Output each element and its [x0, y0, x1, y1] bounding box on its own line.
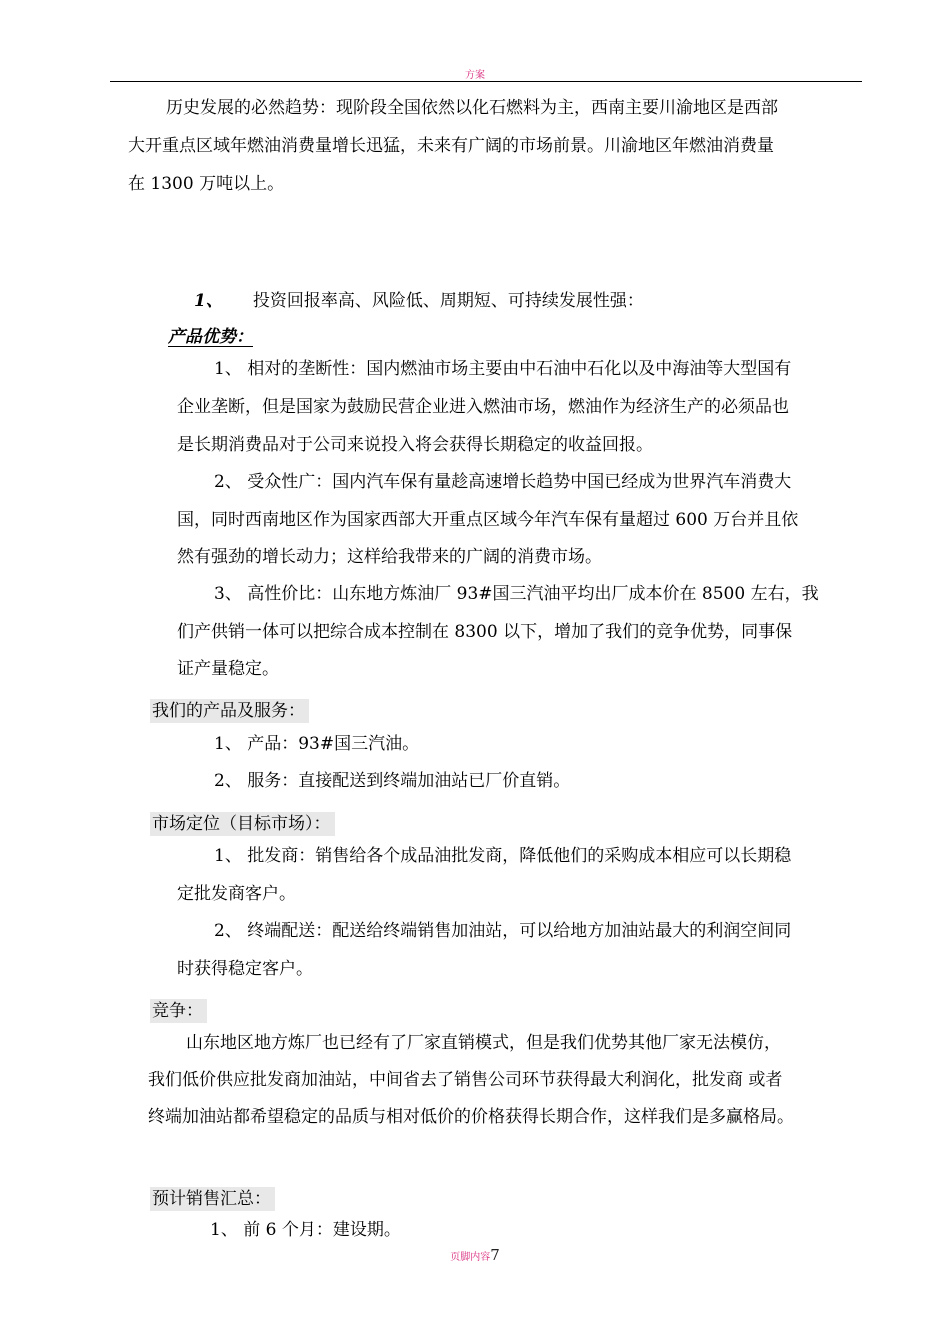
- list-item-line: 证产量稳定。: [177, 659, 279, 679]
- page-number: 7: [490, 1246, 500, 1264]
- list-item-line: 们产供销一体可以把综合成本控制在 8300 以下，增加了我们的竞争优势，同事保: [177, 622, 793, 642]
- list-item-line: 然有强劲的增长动力；这样给我带来的广阔的消费市场。: [177, 547, 602, 567]
- competition-line: 我们低价供应批发商加油站，中间省去了销售公司环节获得最大利润化，批发商 或者: [148, 1070, 783, 1090]
- market-title: 市场定位（目标市场）：: [150, 809, 335, 834]
- list-item-line: 企业垄断，但是国家为鼓励民营企业进入燃油市场，燃油作为经济生产的必须品也: [177, 397, 789, 417]
- list-item-line: 定批发商客户。: [177, 884, 296, 904]
- header-rule: [110, 81, 862, 82]
- section-text: 投资回报率高、风险低、周期短、可持续发展性强：: [252, 291, 644, 311]
- list-item-line: 2、 受众性广：国内汽车保有量趁高速增长趋势中国已经成为世界汽车消费大: [214, 472, 792, 492]
- footer-label: 页脚内容: [450, 1252, 491, 1263]
- page-footer: [0, 1246, 950, 1264]
- header-label: 方案: [465, 70, 485, 81]
- list-item-line: 国，同时西南地区作为国家西部大开重点区域今年汽车保有量超过 600 万台并且依: [177, 510, 799, 530]
- list-item-line: 1、 批发商：销售给各个成品油批发商，降低他们的采购成本相应可以长期稳: [214, 846, 792, 866]
- intro-line: 大开重点区域年燃油消费量增长迅猛，未来有广阔的市场前景。川渝地区年燃油消费量: [128, 136, 774, 156]
- competition-line: 山东地区地方炼厂也已经有了厂家直销模式，但是我们优势其他厂家无法模仿，: [186, 1033, 781, 1053]
- section-heading: [194, 286, 644, 311]
- list-item: 1、 产品：93#国三汽油。: [214, 734, 420, 754]
- section-number: 1、: [194, 291, 223, 311]
- list-item-line: 时获得稳定客户。: [177, 959, 313, 979]
- intro-line: 在 1300 万吨以上。: [128, 174, 285, 194]
- intro-line: 历史发展的必然趋势：现阶段全国依然以化石燃料为主，西南主要川渝地区是西部: [166, 98, 778, 118]
- list-item: 2、 服务：直接配送到终端加油站已厂价直销。: [214, 771, 571, 791]
- list-item-line: 2、 终端配送：配送给终端销售加油站，可以给地方加油站最大的利润空间同: [214, 921, 792, 941]
- products-services-title: 我们的产品及服务：: [150, 696, 309, 721]
- competition-title: 竞争：: [150, 996, 207, 1021]
- product-advantage-title: 产品优势：: [168, 327, 253, 347]
- competition-line: 终端加油站都希望稳定的品质与相对低价的价格获得长期合作，这样我们是多赢格局。: [148, 1107, 794, 1127]
- list-item-line: 3、 高性价比：山东地方炼油厂 93#国三汽油平均出厂成本价在 8500 左右，我: [214, 584, 819, 604]
- list-item-line: 1、 相对的垄断性：国内燃油市场主要由中石油中石化以及中海油等大型国有: [214, 359, 792, 379]
- sales-forecast-title: 预计销售汇总：: [150, 1184, 275, 1209]
- list-item-line: 是长期消费品对于公司来说投入将会获得长期稳定的收益回报。: [177, 435, 653, 455]
- list-item: 1、 前 6 个月：建设期。: [210, 1220, 401, 1240]
